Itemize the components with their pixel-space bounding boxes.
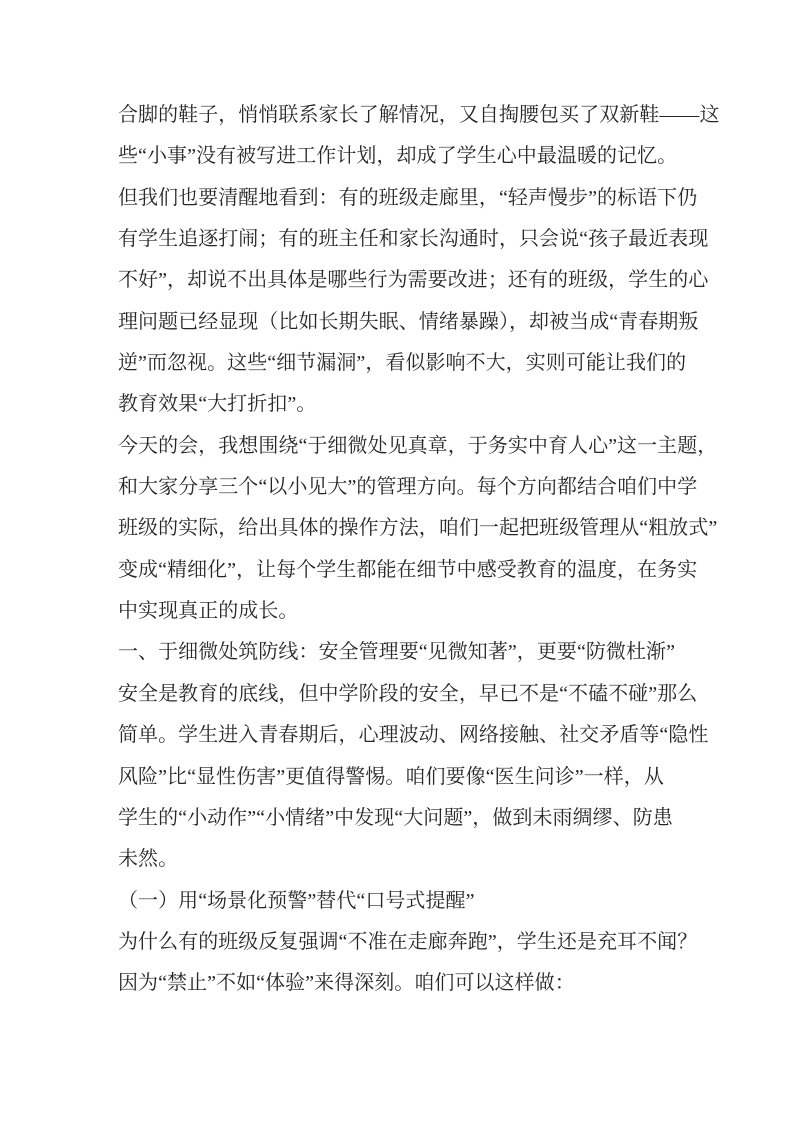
text-line: 未然。 xyxy=(118,848,179,871)
text-line: 一、于细微处筑防线：安全管理要“见微知著”，更要“防微杜渐” xyxy=(118,641,676,664)
paragraph-5-body xyxy=(118,674,709,881)
text-line: 简单。学生进入青春期后，心理波动、网络接触、社交矛盾等“隐性 xyxy=(118,724,709,747)
paragraph-6-heading-level-2 xyxy=(118,881,680,922)
text-line: 些“小事”没有被写进工作计划，却成了学生心中最温暖的记忆。 xyxy=(118,145,678,168)
text-line: 安全是教育的底线，但中学阶段的安全，早已不是“不磕不碰”那么 xyxy=(118,682,698,705)
paragraph-4-heading-level-1 xyxy=(118,632,680,673)
text-line: 和大家分享三个“以小见大”的管理方向。每个方向都结合咱们中学 xyxy=(118,476,698,499)
text-line: 但我们也要清醒地看到：有的班级走廊里，“轻声慢步”的标语下仍 xyxy=(118,186,698,209)
text-line: 中实现真正的成长。 xyxy=(118,600,299,623)
text-line: 合脚的鞋子，悄悄联系家长了解情况，又自掏腰包买了双新鞋——这 xyxy=(118,104,720,126)
text-line: 今天的会，我想围绕“于细微处见真章，于务实中育人心”这一主题， xyxy=(118,434,718,457)
text-line: 理问题已经显现（比如长期失眠、情绪暴躁），却被当成“青春期叛 xyxy=(118,310,699,333)
text-line: 学生的“小动作”“小情绪”中发现“大问题”，做到未雨绸缪、防患 xyxy=(118,806,673,829)
paragraph-1-body-continuation xyxy=(118,95,720,178)
paragraph-2-body xyxy=(118,178,709,426)
paragraph-3-body xyxy=(118,426,718,633)
text-line: （一）用“场景化预警”替代“口号式提醒” xyxy=(118,889,475,912)
text-line: 风险”比“显性伤害”更值得警惕。咱们要像“医生问诊”一样，从 xyxy=(118,765,664,788)
paragraph-7-body xyxy=(118,922,698,1005)
text-line: 变成“精细化”，让每个学生都能在细节中感受教育的温度，在务实 xyxy=(118,558,698,581)
text-line: 有学生追逐打闹；有的班主任和家长沟通时，只会说“孩子最近表现 xyxy=(118,228,709,251)
text-line: 教育效果“大打折扣”。 xyxy=(118,393,317,416)
text-column xyxy=(118,95,720,1005)
text-line: 不好”，却说不出具体是哪些行为需要改进；还有的班级，学生的心 xyxy=(118,269,709,292)
text-line: 因为“禁止”不如“体验”来得深刻。咱们可以这样做： xyxy=(118,972,575,995)
text-line: 为什么有的班级反复强调“不准在走廊奔跑”，学生还是充耳不闻？ xyxy=(118,930,698,953)
text-line: 班级的实际，给出具体的操作方法，咱们一起把班级管理从“粗放式” xyxy=(118,517,718,540)
text-line: 逆”而忽视。这些“细节漏洞”，看似影响不大，实则可能让我们的 xyxy=(118,352,687,375)
